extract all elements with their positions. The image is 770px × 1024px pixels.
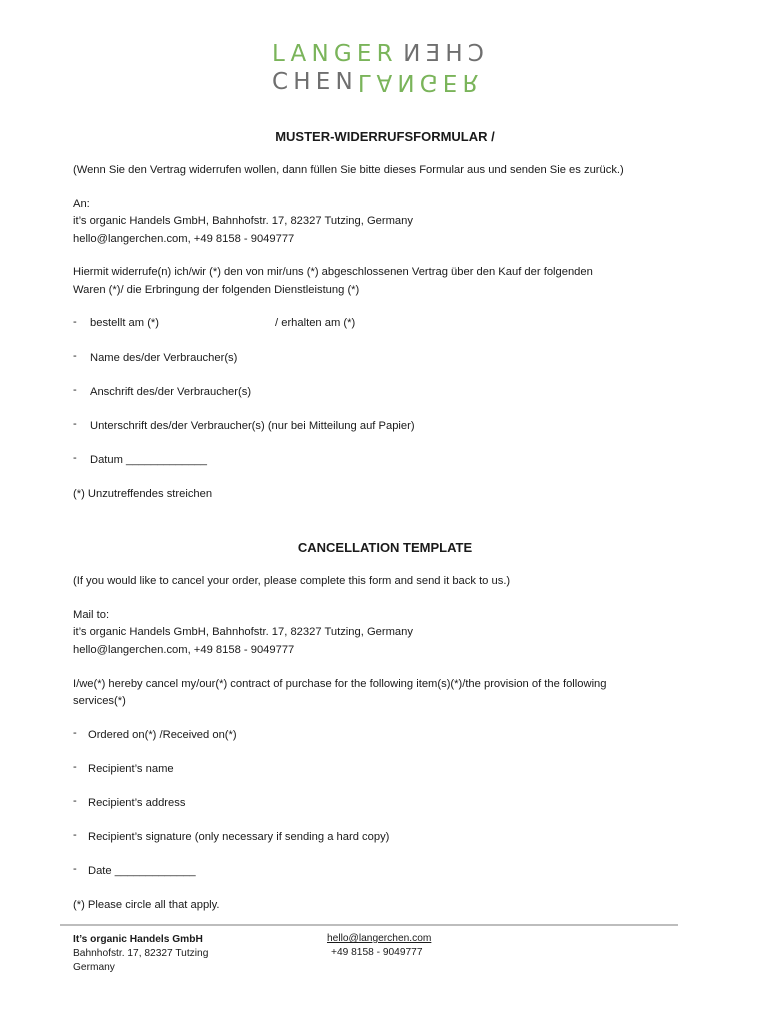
footer-contact-block (327, 932, 431, 960)
english-name-label: Recipient’s name (88, 763, 174, 775)
english-footnote: (*) Please circle all that apply. (73, 899, 220, 911)
footer-phone: +49 8158 - 9049777 (331, 947, 423, 958)
bullet-dash: - (73, 418, 77, 430)
footer-email-link[interactable]: hello@langerchen.com (327, 933, 432, 944)
company-logo (272, 41, 502, 97)
english-contact: hello@langerchen.com, +49 8158 - 9049777 (73, 644, 295, 656)
german-footnote: (*) Unzutreffendes streichen (73, 488, 213, 500)
bullet-dash: - (73, 727, 77, 739)
german-intro: (Wenn Sie den Vertrag widerrufen wollen, dann füllen Sie bitte dieses Formular aus und senden Sie es zurück.) (73, 164, 624, 176)
german-date-label: Datum _____________ (90, 454, 207, 466)
german-received-label: / erhalten am (*) (275, 317, 356, 329)
english-intro: (If you would like to cancel your order, please complete this form and send it back to us.) (73, 575, 511, 587)
english-form-title: CANCELLATION TEMPLATE (297, 540, 473, 555)
footer-company-name: It’s organic Handels GmbH (73, 934, 203, 945)
footer-country: Germany (73, 962, 115, 973)
logo-line-2 (272, 69, 484, 95)
bullet-dash: - (73, 829, 77, 841)
bullet-dash: - (73, 316, 77, 328)
footer-divider (60, 924, 678, 926)
logo-word-langer: LANGER (272, 41, 398, 67)
english-date-label: Date _____________ (88, 865, 196, 877)
english-statement-line-1: I/we(*) hereby cancel my/our(*) contract of purchase for the following item(s)(*)/the provision of the following (73, 678, 607, 690)
english-address: it’s organic Handels GmbH, Bahnhofstr. 17, 82327 Tutzing, Germany (73, 626, 413, 638)
footer-company-block (73, 933, 208, 975)
footer-street: Bahnhofstr. 17, 82327 Tutzing (73, 948, 209, 959)
bullet-dash: - (73, 384, 77, 396)
english-to-label: Mail to: (73, 609, 110, 621)
german-address-label: Anschrift des/der Verbraucher(s) (90, 386, 252, 398)
german-address: it’s organic Handels GmbH, Bahnhofstr. 17, 82327 Tutzing, Germany (73, 215, 413, 227)
bullet-dash: - (73, 795, 77, 807)
english-statement-line-2: services(*) (73, 695, 126, 707)
german-contact: hello@langerchen.com, +49 8158 - 9049777 (73, 233, 295, 245)
logo-word-chen-mirrored: CHEN (397, 41, 484, 67)
german-statement-line-1: Hiermit widerrufe(n) ich/wir (*) den von mir/uns (*) abgeschlossenen Vertrag über den Kauf der folgenden (73, 266, 593, 278)
english-ordered-label: Ordered on(*) /Received on(*) (88, 729, 237, 741)
german-name-label: Name des/der Verbraucher(s) (90, 352, 238, 364)
logo-word-chen: CHEN (272, 69, 358, 95)
bullet-dash: - (73, 350, 77, 362)
bullet-dash: - (73, 863, 77, 875)
german-statement-line-2: Waren (*)/ die Erbringung der folgenden Dienstleistung (*) (73, 284, 360, 296)
german-signature-label: Unterschrift des/der Verbraucher(s) (nur bei Mitteilung auf Papier) (90, 420, 415, 432)
logo-word-langer-flipped: LANGER (357, 69, 484, 95)
bullet-dash: - (73, 761, 77, 773)
english-signature-label: Recipient’s signature (only necessary if sending a hard copy) (88, 831, 390, 843)
logo-line-1 (272, 41, 484, 67)
english-address-label: Recipient’s address (88, 797, 186, 809)
german-ordered-label: bestellt am (*) (90, 317, 160, 329)
german-to-label: An: (73, 198, 90, 210)
german-form-title: MUSTER-WIDERRUFSFORMULAR / (275, 129, 495, 144)
bullet-dash: - (73, 452, 77, 464)
